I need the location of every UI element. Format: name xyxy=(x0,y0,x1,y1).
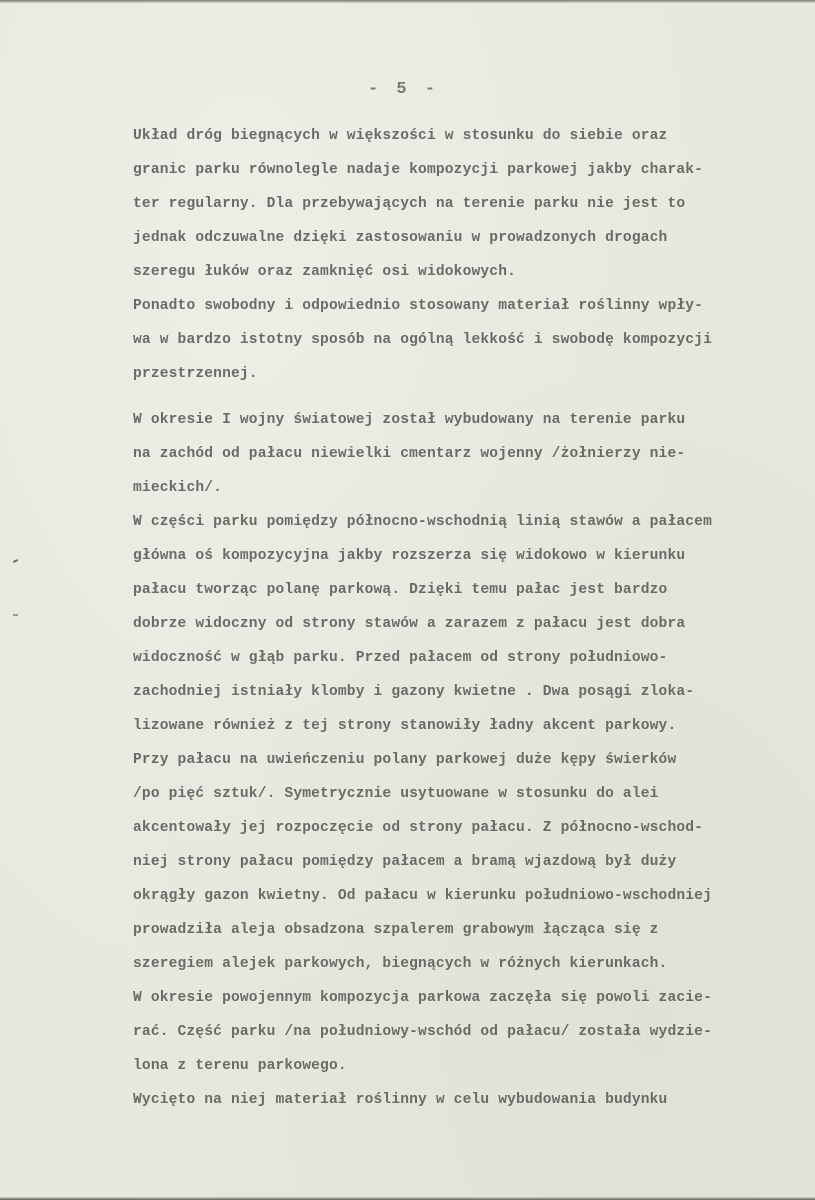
text-line: /po pięć sztuk/. Symetrycznie usytuowane w stosunku do alei xyxy=(133,786,659,802)
paragraph-war-cemetery xyxy=(133,403,803,505)
text-line: rać. Część parku /na południowy-wschód od pałacu/ została wydzie- xyxy=(133,1024,712,1040)
text-line: prowadziła aleja obsadzona szpalerem grabowym łącząca się z xyxy=(133,922,659,938)
paragraph-plant-material xyxy=(133,289,803,391)
text-line: W okresie powojennym kompozycja parkowa zaczęła się powoli zacie- xyxy=(133,990,712,1006)
text-line: szeregiem alejek parkowych, biegnących w różnych kierunkach. xyxy=(133,956,668,972)
text-line: niej strony pałacu pomiędzy pałacem a bramą wjazdową był duży xyxy=(133,854,677,870)
paragraph-gap xyxy=(133,391,803,403)
text-line: granic parku równolegle nadaje kompozycji parkowej jakby charak- xyxy=(133,162,704,178)
document-body xyxy=(133,119,803,1117)
text-line: ter regularny. Dla przebywających na terenie parku nie jest to xyxy=(133,196,686,212)
paragraph-road-layout xyxy=(133,119,803,289)
text-line: Przy pałacu na uwieńczeniu polany parkowej duże kępy świerków xyxy=(133,752,677,768)
text-line: okrągły gazon kwietny. Od pałacu w kierunku południowo-wschodniej xyxy=(133,888,712,904)
scan-top-edge xyxy=(0,0,815,3)
margin-dash-mark xyxy=(13,614,18,616)
margin-tick-mark xyxy=(13,559,18,563)
text-line: lona z terenu parkowego. xyxy=(133,1058,347,1074)
text-line: Układ dróg biegnących w większości w stosunku do siebie oraz xyxy=(133,128,668,144)
paragraph-postwar xyxy=(133,981,803,1083)
page-number: - 5 - xyxy=(368,80,440,99)
text-line: widoczność w głąb parku. Przed pałacem od strony południowo- xyxy=(133,650,668,666)
text-line: szeregu łuków oraz zamknięć osi widokowych. xyxy=(133,264,517,280)
paragraph-main-axis xyxy=(133,505,803,981)
text-line: przestrzennej. xyxy=(133,366,258,382)
text-line: Ponadto swobodny i odpowiednio stosowany materiał roślinny wpły- xyxy=(133,298,704,314)
text-line: główna oś kompozycyjna jakby rozszerza się widokowo w kierunku xyxy=(133,548,686,564)
text-line: wa w bardzo istotny sposób na ogólną lekkość i swobodę kompozycji xyxy=(133,332,712,348)
paragraph-clearing xyxy=(133,1083,803,1117)
text-line: pałacu tworząc polanę parkową. Dzięki temu pałac jest bardzo xyxy=(133,582,668,598)
text-line: lizowane również z tej strony stanowiły ładny akcent parkowy. xyxy=(133,718,677,734)
text-line: W części parku pomiędzy północno-wschodnią linią stawów a pałacem xyxy=(133,514,712,530)
text-line: dobrze widoczny od strony stawów a zarazem z pałacu jest dobra xyxy=(133,616,686,632)
text-line: mieckich/. xyxy=(133,480,223,496)
text-line: zachodniej istniały klomby i gazony kwietne . Dwa posągi zloka- xyxy=(133,684,695,700)
text-line: jednak odczuwalne dzięki zastosowaniu w prowadzonych drogach xyxy=(133,230,668,246)
text-line: W okresie I wojny światowej został wybudowany na terenie parku xyxy=(133,412,686,428)
text-line: na zachód od pałacu niewielki cmentarz wojenny /żołnierzy nie- xyxy=(133,446,686,462)
text-line: akcentowały jej rozpoczęcie od strony pałacu. Z północno-wschod- xyxy=(133,820,704,836)
text-line: Wycięto na niej materiał roślinny w celu wybudowania budynku xyxy=(133,1092,668,1108)
